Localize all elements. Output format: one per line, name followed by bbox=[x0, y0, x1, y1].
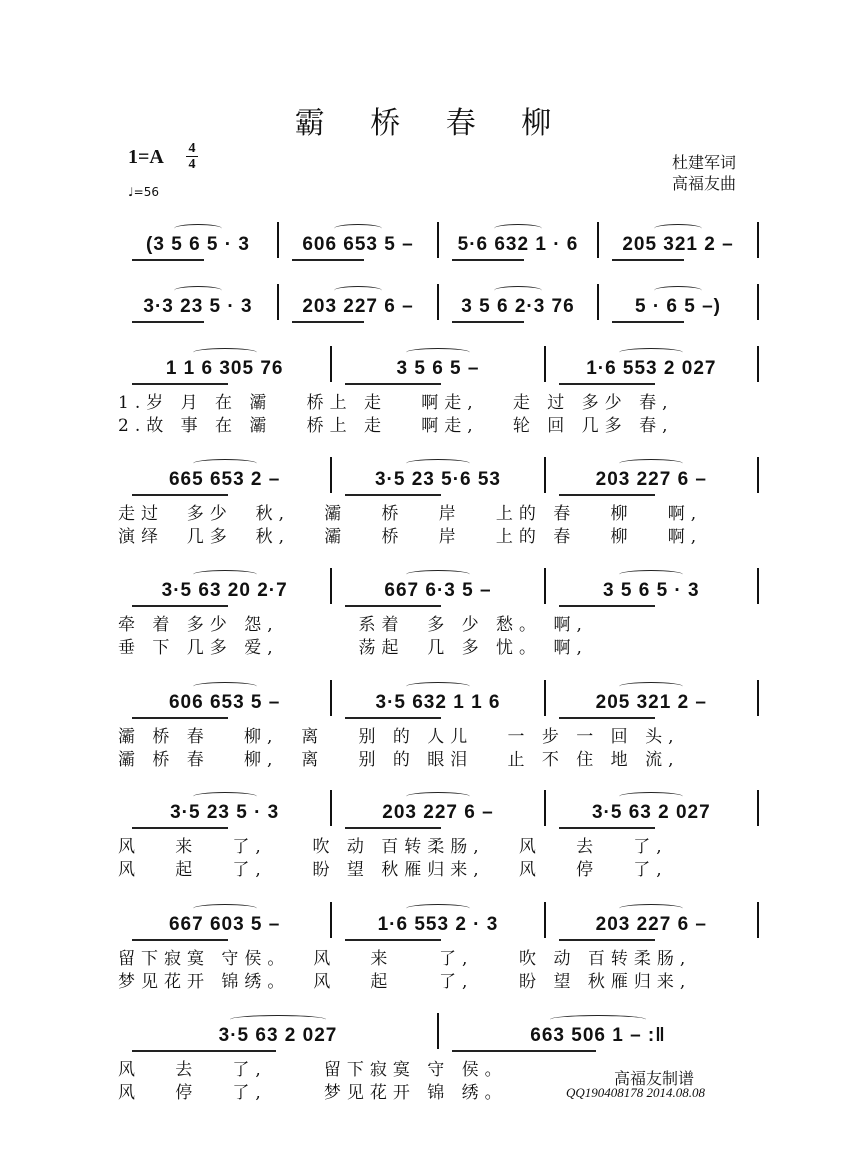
staff-row bbox=[118, 686, 758, 726]
slur-arc bbox=[406, 348, 470, 357]
slur-arc bbox=[230, 1015, 326, 1024]
lyric-line: 风 起 了, 盼 望 秋雁归来, 风 停 了, bbox=[118, 860, 668, 880]
measure: 3 5 6 5 – bbox=[396, 358, 480, 379]
lyric-line: 风 来 了, 吹 动 百转柔肠, 风 去 了, bbox=[118, 837, 668, 857]
measure: 205 321 2 – bbox=[595, 692, 707, 713]
beam-line bbox=[132, 494, 228, 496]
beam-line bbox=[559, 494, 655, 496]
beam-line bbox=[452, 1050, 596, 1052]
slur-arc bbox=[193, 904, 257, 913]
beam-line bbox=[345, 605, 441, 607]
staff-row bbox=[118, 463, 758, 503]
staff-row bbox=[118, 290, 758, 330]
composer-credit: 高福友曲 bbox=[672, 174, 737, 193]
measure: (3 5 6 5 · 3 bbox=[146, 234, 250, 255]
slur-arc bbox=[334, 224, 382, 233]
staff-row bbox=[118, 352, 758, 392]
slur-arc bbox=[193, 570, 257, 579]
bar-line bbox=[277, 222, 279, 258]
slur-arc bbox=[654, 286, 702, 295]
measure: 1 1 6 305 76 bbox=[165, 358, 284, 379]
slur-arc bbox=[619, 682, 683, 691]
bar-line bbox=[757, 457, 759, 493]
measure: 203 227 6 – bbox=[382, 802, 494, 823]
measure: 606 653 5 – bbox=[302, 234, 414, 255]
lyricist-credit: 杜建军词 bbox=[672, 153, 737, 172]
bar-line bbox=[330, 346, 332, 382]
staff-row bbox=[118, 1019, 758, 1059]
beam-line bbox=[132, 259, 204, 261]
measure: 203 227 6 – bbox=[595, 469, 707, 490]
beam-line bbox=[345, 383, 441, 385]
slur-arc bbox=[193, 459, 257, 468]
beam-line bbox=[132, 321, 204, 323]
beam-line bbox=[559, 939, 655, 941]
bar-line bbox=[437, 284, 439, 320]
bar-line bbox=[544, 346, 546, 382]
slur-arc bbox=[193, 348, 257, 357]
contact-info: QQ190408178 2014.08.08 bbox=[566, 1085, 706, 1100]
song-title: 霸 桥 春 柳 bbox=[294, 106, 570, 141]
measure: 3·5 63 2 027 bbox=[591, 802, 711, 823]
beam-line bbox=[292, 259, 364, 261]
slur-arc bbox=[406, 682, 470, 691]
lyric-line: 梦见花开 锦绣。 风 起 了, 盼 望 秋雁归来, bbox=[118, 972, 692, 992]
beam-line bbox=[612, 321, 684, 323]
measure: 3·5 632 1 1 6 bbox=[375, 692, 501, 713]
arranger-credit: 高福友制谱 bbox=[614, 1069, 695, 1088]
beam-line bbox=[612, 259, 684, 261]
slur-arc bbox=[619, 570, 683, 579]
bar-line bbox=[757, 790, 759, 826]
bar-line bbox=[330, 902, 332, 938]
measure: 3·3 23 5 · 3 bbox=[143, 296, 253, 317]
lyric-line: 牵 着 多少 怨, 系着 多 少 愁。 啊, bbox=[118, 615, 588, 635]
measure: 3·5 23 5·6 53 bbox=[374, 469, 501, 490]
staff-row bbox=[118, 228, 758, 268]
slur-arc bbox=[619, 348, 683, 357]
bar-line bbox=[757, 902, 759, 938]
beam-line bbox=[345, 939, 441, 941]
tempo-mark: ♩=56 bbox=[128, 185, 159, 199]
lyric-line: 演绎 几多 秋, 灞 桥 岸 上的 春 柳 啊, bbox=[118, 527, 703, 547]
bar-line bbox=[330, 680, 332, 716]
lyric-line: 垂 下 几多 爱, 荡起 几 多 忧。 啊, bbox=[118, 638, 588, 658]
slur-arc bbox=[406, 570, 470, 579]
measure: 606 653 5 – bbox=[168, 692, 281, 713]
slur-arc bbox=[193, 682, 257, 691]
bar-line bbox=[544, 457, 546, 493]
measure: 667 6·3 5 – bbox=[384, 580, 492, 601]
measure: 1·6 553 2 · 3 bbox=[377, 914, 499, 935]
bar-line bbox=[544, 680, 546, 716]
beam-line bbox=[559, 717, 655, 719]
lyric-line: 留下寂寞 守侯。 风 来 了, 吹 动 百转柔肠, bbox=[118, 949, 692, 969]
lyric-line: 风 停 了, 梦见花开 锦 绣。 bbox=[118, 1083, 508, 1103]
measure: 5 · 6 5 –) bbox=[634, 296, 722, 317]
measure: 203 227 6 – bbox=[595, 914, 707, 935]
measure: 205 321 2 – bbox=[622, 234, 734, 255]
beam-line bbox=[559, 827, 655, 829]
beam-line bbox=[132, 717, 228, 719]
lyric-line: 灞 桥 春 柳, 离 别 的 眼泪 止 不 住 地 流, bbox=[118, 750, 680, 770]
slur-arc bbox=[406, 792, 470, 801]
bar-line bbox=[757, 222, 759, 258]
measure: 203 227 6 – bbox=[302, 296, 414, 317]
time-signature-bottom: 4 bbox=[188, 157, 196, 172]
time-signature bbox=[186, 141, 198, 172]
lyric-line: 1.岁 月 在 灞 桥上 走 啊走, 走 过 多少 春, bbox=[118, 393, 674, 413]
beam-line bbox=[452, 321, 524, 323]
slur-arc bbox=[494, 224, 542, 233]
lyric-line: 风 去 了, 留下寂寞 守 侯。 bbox=[118, 1060, 508, 1080]
measure: 663 506 1 – :‖ bbox=[530, 1025, 666, 1046]
slur-arc bbox=[654, 224, 702, 233]
bar-line bbox=[597, 222, 599, 258]
bar-line bbox=[757, 284, 759, 320]
bar-line bbox=[544, 902, 546, 938]
measure: 3·5 63 2 027 bbox=[218, 1025, 338, 1046]
measure: 665 653 2 – bbox=[168, 469, 281, 490]
measure: 3·5 23 5 · 3 bbox=[170, 802, 280, 823]
bar-line bbox=[757, 680, 759, 716]
slur-arc bbox=[193, 792, 257, 801]
bar-line bbox=[544, 790, 546, 826]
slur-arc bbox=[619, 792, 683, 801]
measure: 1·6 553 2 027 bbox=[586, 358, 717, 379]
beam-line bbox=[292, 321, 364, 323]
measure: 667 603 5 – bbox=[168, 914, 281, 935]
slur-arc bbox=[494, 286, 542, 295]
bar-line bbox=[597, 284, 599, 320]
measure: 3·5 63 20 2·7 bbox=[161, 580, 288, 601]
slur-arc bbox=[619, 459, 683, 468]
beam-line bbox=[345, 717, 441, 719]
beam-line bbox=[452, 259, 524, 261]
beam-line bbox=[132, 383, 228, 385]
beam-line bbox=[132, 605, 228, 607]
beam-line bbox=[559, 383, 655, 385]
bar-line bbox=[544, 568, 546, 604]
beam-line bbox=[132, 827, 228, 829]
beam-line bbox=[345, 827, 441, 829]
slur-arc bbox=[406, 459, 470, 468]
bar-line bbox=[437, 1013, 439, 1049]
staff-row bbox=[118, 796, 758, 836]
beam-line bbox=[345, 494, 441, 496]
bar-line bbox=[437, 222, 439, 258]
slur-arc bbox=[334, 286, 382, 295]
bar-line bbox=[757, 346, 759, 382]
bar-line bbox=[330, 790, 332, 826]
lyric-line: 2.故 事 在 灞 桥上 走 啊走, 轮 回 几多 春, bbox=[118, 416, 674, 436]
time-signature-top: 4 bbox=[188, 141, 196, 156]
lyric-line: 灞 桥 春 柳, 离 别 的 人儿 一 步 一 回 头, bbox=[118, 727, 680, 747]
measure: 5·6 632 1 · 6 bbox=[457, 234, 579, 255]
measure: 3 5 6 2·3 76 bbox=[461, 296, 575, 317]
slur-arc bbox=[174, 286, 222, 295]
beam-line bbox=[132, 939, 228, 941]
slur-arc bbox=[550, 1015, 646, 1024]
staff-row bbox=[118, 908, 758, 948]
beam-line bbox=[559, 605, 655, 607]
bar-line bbox=[330, 568, 332, 604]
key-signature: 1=A bbox=[128, 146, 164, 168]
bar-line bbox=[330, 457, 332, 493]
staff-row bbox=[118, 574, 758, 614]
bar-line bbox=[277, 284, 279, 320]
measure: 3 5 6 5 · 3 bbox=[603, 580, 700, 601]
bar-line bbox=[757, 568, 759, 604]
slur-arc bbox=[619, 904, 683, 913]
slur-arc bbox=[406, 904, 470, 913]
slur-arc bbox=[174, 224, 222, 233]
beam-line bbox=[132, 1050, 276, 1052]
lyric-line: 走过 多少 秋, 灞 桥 岸 上的 春 柳 啊, bbox=[118, 504, 703, 524]
